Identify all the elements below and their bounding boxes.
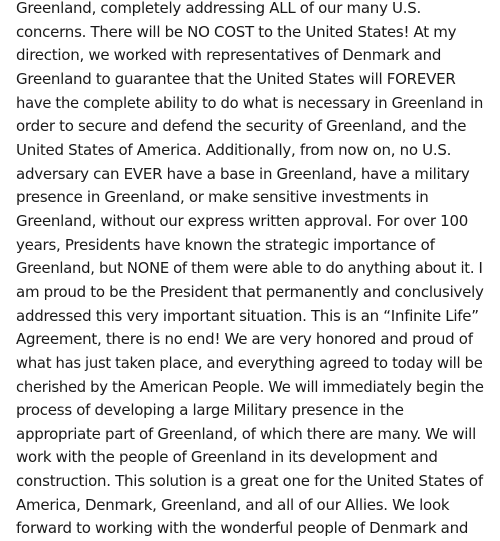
post-text-line: United States of America. Additionally, from now on, no U.S. xyxy=(16,140,452,159)
post-text-line: Greenland, but NONE of them were able to do anything about it. I xyxy=(16,260,483,278)
post-text-line: concerns. There will be NO COST to the United States! At my xyxy=(16,22,457,41)
post-text-line: forward to working with the wonderful people of Denmark and xyxy=(16,519,469,538)
post-text-line: addressed this very important situation. This is an “Infinite Life” xyxy=(16,306,479,325)
post-text-line: construction. This solution is a great one for the United States of xyxy=(16,472,483,491)
post-text-line: order to secure and defend the security of Greenland, and the xyxy=(16,117,467,136)
post-text-line: have the complete ability to do what is necessary in Greenland in xyxy=(16,94,484,112)
post-text-line: Agreement, there is no end! We are very honored and proud of xyxy=(16,330,473,349)
post-text-line: appropriate part of Greenland, of which there are many. We will xyxy=(16,424,477,443)
post-text-line: years, Presidents have known the strategic importance of xyxy=(16,235,435,254)
post-text-line: Greenland, without our express written approval. For over 100 xyxy=(16,211,469,230)
post-text-line: direction, we worked with representatives of Denmark and xyxy=(16,46,442,65)
post-text-line: what has just taken place, and everything agreed to today will be xyxy=(16,354,483,372)
post-text-line: process of developing a large Military presence in the xyxy=(16,401,404,420)
post-text-line: adversary can EVER have a base in Greenland, have a military xyxy=(16,164,470,183)
post-text-line: presence in Greenland, or make sensitive investments in xyxy=(16,188,429,207)
post-text-line: Greenland to guarantee that the United States will FOREVER xyxy=(16,69,456,88)
post-text-line: work with the people of Greenland in its development and xyxy=(16,448,438,467)
post-text-line: am proud to be the President that permanently and conclusively xyxy=(16,282,484,301)
post-body-text xyxy=(16,0,490,541)
post-text-line: Greenland, completely addressing ALL of our many U.S. xyxy=(16,0,422,17)
post-text-line: cherished by the American People. We will immediately begin the xyxy=(16,378,484,396)
post-text-line: America, Denmark, Greenland, and all of our Allies. We look xyxy=(16,495,450,514)
